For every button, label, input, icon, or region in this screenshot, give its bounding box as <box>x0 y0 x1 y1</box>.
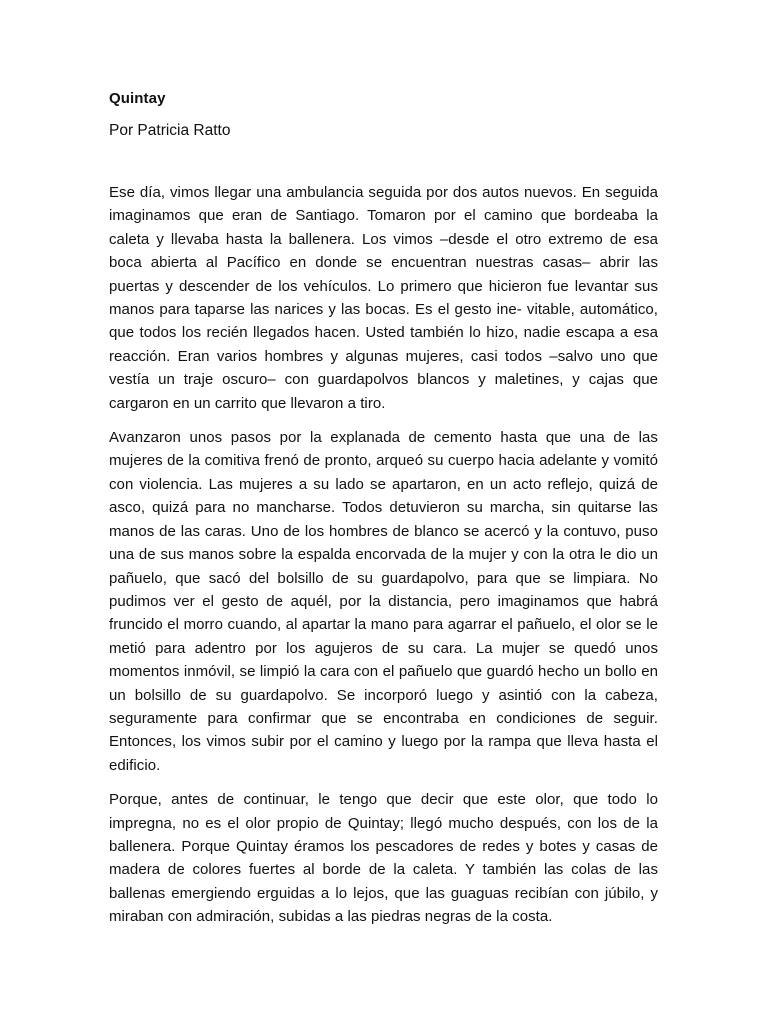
paragraph-1: Ese día, vimos llegar una ambulancia seguida por dos autos nuevos. En seguida imaginamos que eran de Santiago. Tomaron por el camino que bordeaba la caleta y llevaba hasta la ballenera. Los vimos –desde el otro extremo de esa boca abierta al Pacífico en donde se encuentran nuestras casas– abrir las puertas y descender de los vehículos. Lo primero que hicieron fue levantar sus manos para taparse las narices y las bocas. Es el gesto ine- vitable, automático, que todos los recién llegados hacen. Usted también lo hizo, nadie escapa a esa reacción. Eran varios hombres y algunas mujeres, casi todos –salvo uno que vestía un traje oscuro– con guardapolvos blancos y maletines, y cajas que cargaron en un carrito que llevaron a tiro. <box>109 184 658 412</box>
paragraph-2: Avanzaron unos pasos por la explanada de cemento hasta que una de las mujeres de la comitiva frenó de pronto, arqueó su cuerpo hacia adelante y vomitó con violencia. Las mujeres a su lado se apartaron, en un acto reflejo, quizá de asco, quizá para no mancharse. Todos detuvieron su marcha, sin quitarse las manos de las caras. Uno de los hombres de blanco se acercó y la contuvo, puso una de sus manos sobre la espalda encorvada de la mujer y con la otra le dio un pañuelo, que sacó del bolsillo de su guardapolvo, para que se limpiara. No pudimos ver el gesto de aquél, por la distancia, pero imaginamos que habrá fruncido el morro cuando, al apartar la mano para agarrar el pañuelo, el olor se le metió para adentro por los agujeros de su cara. La mujer se quedó unos momentos inmóvil, se limpió la cara con el pañuelo que guardó hecho un bollo en un bolsillo de su guardapolvo. Se incorporó luego y asintió con la cabeza, seguramente para confirmar que se encontraba en condiciones de seguir. Entonces, los vimos subir por el camino y luego por la rampa que lleva hasta el edificio. <box>109 429 658 774</box>
document-body <box>109 181 658 940</box>
paragraph-3: Porque, antes de continuar, le tengo que decir que este olor, que todo lo impregna, no es el olor propio de Quintay; llegó mucho después, con los de la ballenera. Porque Quintay éramos los pescadores de redes y botes y casas de madera de colores fuertes al borde de la caleta. Y también las colas de las ballenas emergiendo erguidas a lo lejos, que las guaguas recibían con júbilo, y miraban con admiración, subidas a las piedras negras de la costa. <box>109 791 658 926</box>
author-byline: Por Patricia Ratto <box>109 122 231 139</box>
document-title: Quintay <box>109 90 166 107</box>
